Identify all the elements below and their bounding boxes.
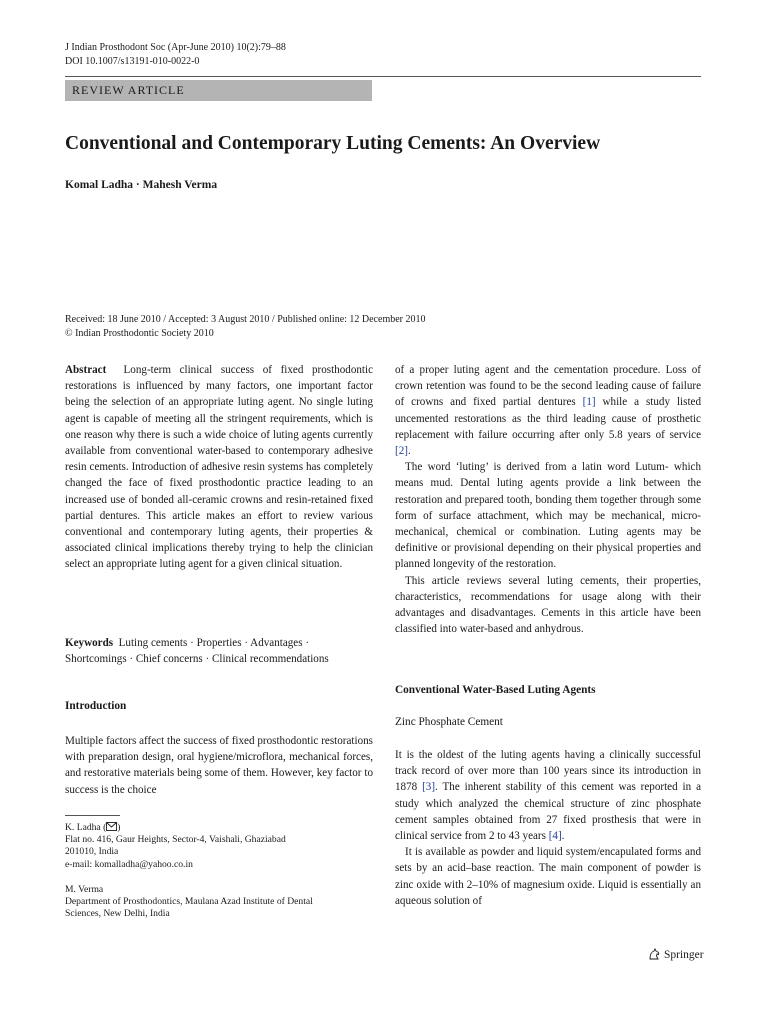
author2-address-line2: Sciences, New Delhi, India <box>65 908 170 920</box>
citation-link[interactable]: [2] <box>395 445 408 458</box>
keywords <box>65 635 373 667</box>
citation-link[interactable]: [3] <box>422 781 436 794</box>
citation-link[interactable]: [4] <box>548 830 562 843</box>
subsection-heading: Zinc Phosphate Cement <box>395 716 503 728</box>
introduction-heading: Introduction <box>65 700 127 712</box>
paragraph-text: . The inherent stability of this cement was reported in a study which analyzed the chemical structure of zinc phosphate cement samples obtained from 27 fixed prosthesis that were in clinical service from 2 to 43 years <box>395 781 701 843</box>
doi-line: DOI 10.1007/s13191-010-0022-0 <box>65 56 200 67</box>
author1-name-close: ) <box>117 822 121 833</box>
author1-name: K. Ladha ( <box>65 822 107 833</box>
author2-address-line1: Department of Prosthodontics, Maulana Azad Institute of Dental <box>65 896 313 908</box>
author2-footnote <box>65 884 365 921</box>
introduction-text: Multiple factors affect the success of fixed prosthodontic restorations with preparation design, oral hygiene/microflora, mechanical forces, and restorative materials being some of them. However, key factor to success is the choice <box>65 735 373 796</box>
paragraph-text: . <box>561 830 565 843</box>
abstract-label: Abstract <box>65 364 107 376</box>
paragraph-article-scope: This article reviews several luting cements, their properties, characteristics, recommendations for usage along with their advantages and disadvantages. Cements in this article have been classified into water-based and anhydrous. <box>395 574 701 636</box>
section-heading: Conventional Water-Based Luting Agents <box>395 684 596 696</box>
author1-email[interactable]: e-mail: komalladha@yahoo.co.in <box>65 858 193 870</box>
paragraph-zinc-composition: It is available as powder and liquid system/encapulated forms and sets by an acid–base reaction. The main component of powder is zinc oxide with 2–10% of magnesium oxide. Liquid is essentially an aqueous solution of <box>395 846 701 907</box>
right-column-zinc <box>395 747 701 909</box>
section-band <box>65 80 372 101</box>
keywords-label: Keywords <box>65 637 114 649</box>
author1-address-line2: 201010, India <box>65 846 119 858</box>
publisher-name: Springer <box>664 948 704 961</box>
abstract <box>65 362 373 573</box>
publication-dates: Received: 18 June 2010 / Accepted: 3 August 2010 / Published online: 12 December 2010 <box>65 314 426 325</box>
paragraph-text: . <box>407 445 411 458</box>
springer-horse-icon <box>648 948 661 961</box>
header-rule <box>65 76 701 77</box>
right-column-intro <box>395 362 701 637</box>
paragraph-retention <box>395 362 701 459</box>
paragraph-text: while a study listed uncemented restorations as the third leading cause of prosthetic replacement with failure occurring after only 5.8 years of service <box>395 396 701 441</box>
abstract-text: Long-term clinical success of fixed prosthodontic restorations is influenced by many factors, one important factor being the selection of an appropriate luting agent. No single luting agent is capable of meeting all the stringent requirements, which is one reason why there is such a wide choice of luting agents currently available from conventional water-based to contemporary adhesive resin cements. Introduction of adhesive resin systems has completely changed the face of fixed prosthodontic practice leading to an increased use of bonded all-ceramic crowns and resin-retained fixed partial dentures. This article makes an effort to review various conventional and contemporary luting agents, their properties & associated clinical implications thereby trying to help the clinician select an appropriate luting agent for a given clinical situation. <box>65 364 373 571</box>
copyright: © Indian Prosthodontic Society 2010 <box>65 328 214 339</box>
footnote-rule <box>65 815 120 816</box>
citation-link[interactable]: [1] <box>582 396 596 409</box>
authors: Komal Ladha · Mahesh Verma <box>65 179 218 191</box>
keywords-text: Luting cements · Properties · Advantages · Shortcomings · Chief concerns · Clinical recommendations <box>65 637 329 666</box>
journal-citation: J Indian Prosthodont Soc (Apr-June 2010) 10(2):79–88 <box>65 42 286 53</box>
paragraph-zinc-history <box>395 747 701 844</box>
article-title: Conventional and Contemporary Luting Cements: An Overview <box>65 133 601 154</box>
paragraph-text: of a proper luting agent and the cementation procedure. Loss of crown retention was found to be the second leading cause of failure of crowns and fixed partial dentures <box>395 364 701 409</box>
section-label: REVIEW ARTICLE <box>72 83 185 97</box>
envelope-icon <box>106 822 117 831</box>
author1-address-line1: Flat no. 416, Gaur Heights, Sector-4, Vaishali, Ghaziabad <box>65 834 286 846</box>
paragraph-text: It is the oldest of the luting agents having a clinically successful track record of over more than 100 years since its introduction in 1878 <box>395 749 701 794</box>
paragraph-luting-definition: The word ‘luting’ is derived from a latin word Lutum- which means mud. Dental luting agents provide a link between the restoration and prepared tooth, bonding them together through some form of surface attachment, which may be mechanical, micro-mechanical, chemical or combination. Luting agents may be definitive or provisional depending on their physical properties and planned longevity of the restoration. <box>395 461 701 571</box>
author2-name: M. Verma <box>65 884 104 895</box>
publisher-logo <box>648 948 704 961</box>
author1-footnote <box>65 822 365 871</box>
